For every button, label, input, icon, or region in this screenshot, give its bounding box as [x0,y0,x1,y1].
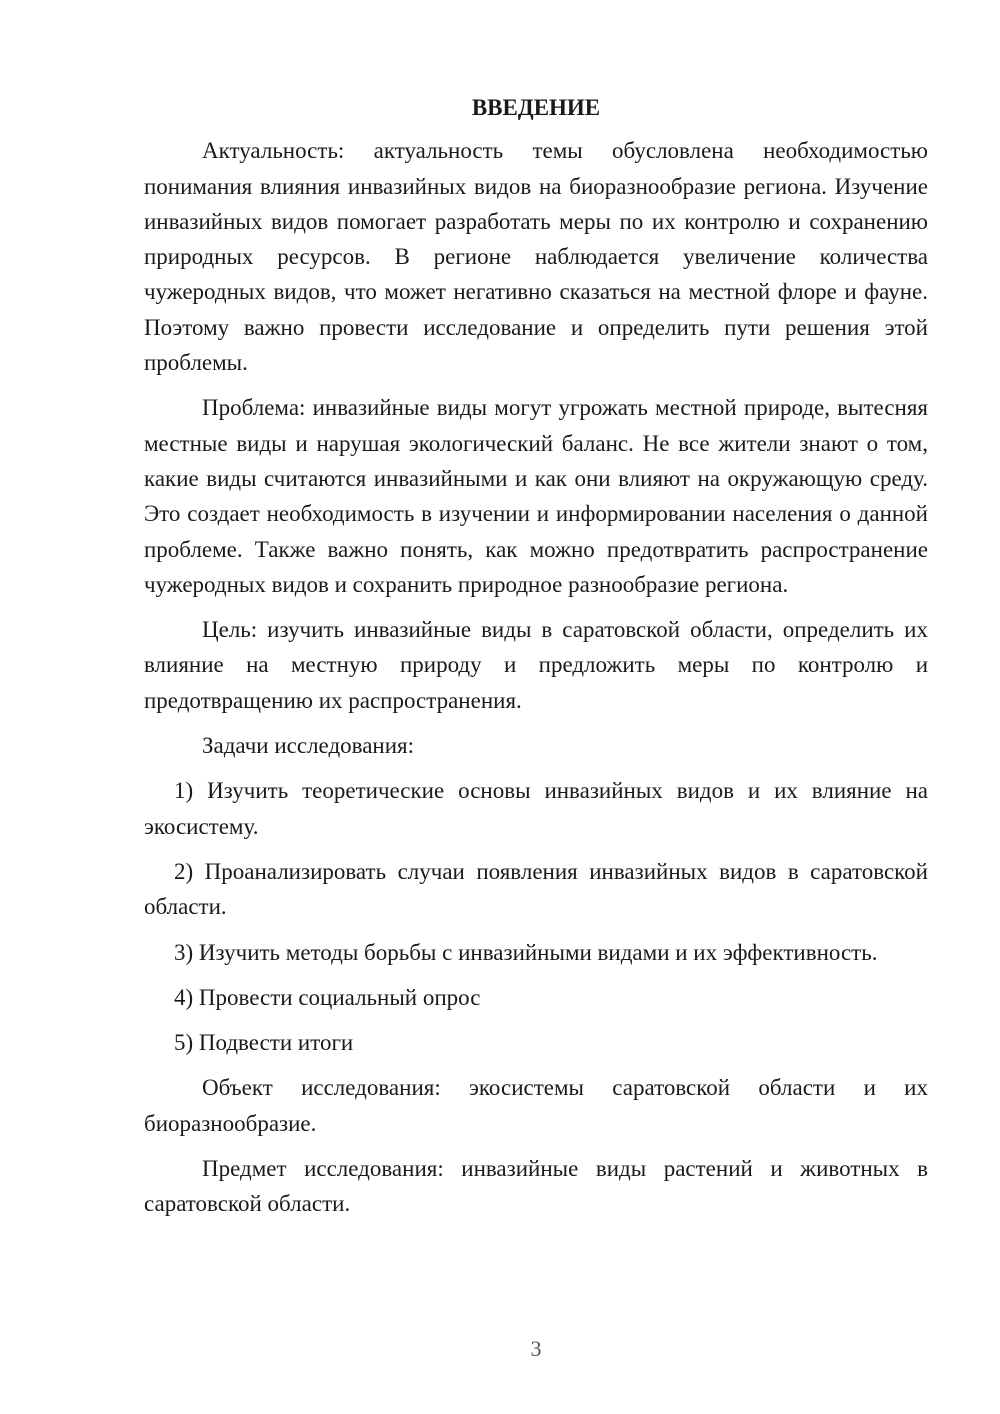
task-item: 1) Изучить теоретические основы инвазийных видов и их влияние на экосистему. [144,778,928,839]
page-title: ВВЕДЕНИЕ [471,95,601,120]
tasks-title: Задачи исследования: [202,733,415,759]
task-item: 5) Подвести итоги [174,1030,354,1056]
task-item: 3) Изучить методы борьбы с инвазийными видами и их эффективность. [174,939,878,965]
task-item: 2) Проанализировать случаи появления инвазийных видов в саратовской области. [144,858,928,920]
document-page [144,90,928,1232]
subject-paragraph: Предмет исследования: инвазийные виды растений и животных в саратовской области. [144,1156,928,1217]
relevance-paragraph: Актуальность: актуальность темы обусловлена необходимостью понимания влияния инвазийных видов на биоразнообразие региона. Изучение инвазийных видов помогает разработать меры по их контролю и сохранению природных ресурсов. В регионе наблюдается увеличение количества чужеродных видов, что может негативно сказаться на местной флоре и фауне. Поэтому важно провести исследование и определить пути решения этой проблемы. [144,138,928,376]
object-paragraph: Объект исследования: экосистемы саратовской области и их биоразнообразие. [144,1075,928,1136]
goal-paragraph: Цель: изучить инвазийные виды в саратовской области, определить их влияние на местную природу и предложить меры по контролю и предотвращению их распространения. [144,617,928,713]
problem-paragraph: Проблема: инвазийные виды могут угрожать местной природе, вытесняя местные виды и нарушая экологический баланс. Не все жители знают о том, какие виды считаются инвазийными и как они влияют на окружающую среду. Это создает необходимость в изучении и информировании населения о данной проблеме. Также важно понять, как можно предотвратить распространение чужеродных видов и сохранить природное разнообразие региона. [144,395,928,597]
task-item: 4) Провести социальный опрос [174,984,481,1010]
page-number: 3 [530,1336,542,1361]
